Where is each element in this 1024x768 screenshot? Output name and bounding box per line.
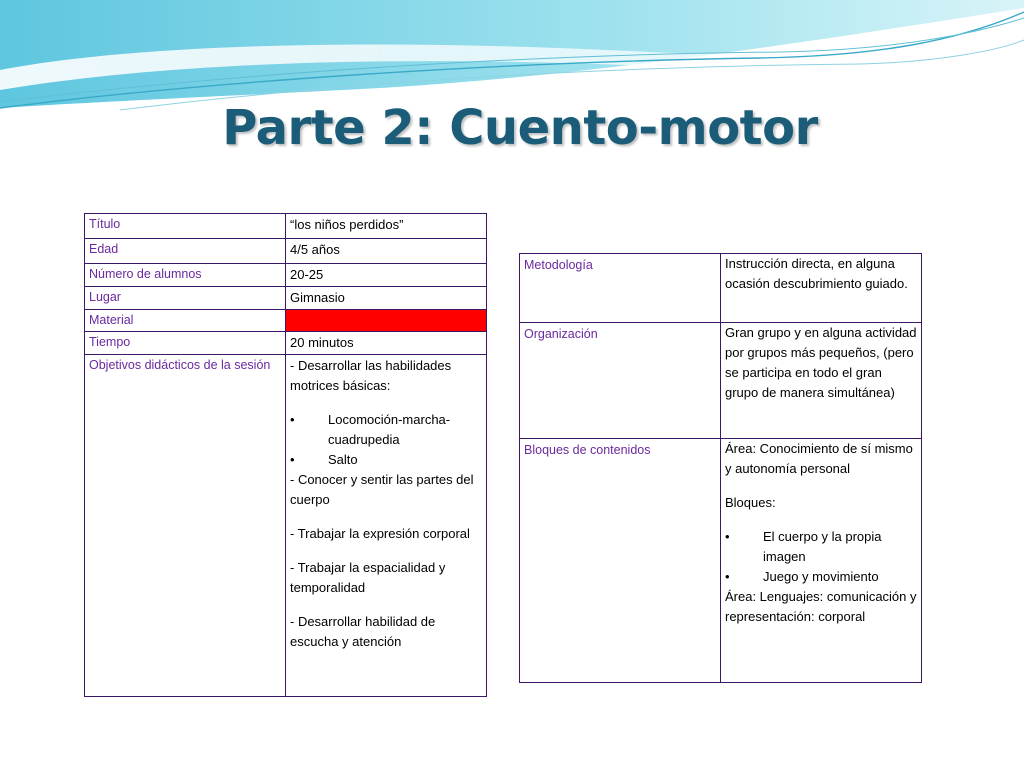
table-row	[520, 254, 922, 323]
lugar-value: Gimnasio	[286, 287, 487, 310]
material-value	[286, 310, 487, 332]
table-row	[85, 310, 487, 332]
table-row	[85, 332, 487, 355]
tiempo-label: Tiempo	[85, 332, 286, 355]
bloques-text: Bloques:	[725, 495, 776, 510]
edad-value: 4/5 años	[286, 239, 487, 264]
titulo-value: “los niños perdidos”	[286, 214, 487, 239]
table-row	[520, 439, 922, 683]
bloques-text: Área: Conocimiento de sí mismo y autonomía personal	[725, 441, 913, 476]
list-item-text: Locomoción-marcha-cuadrupedia	[328, 412, 451, 447]
edad-label: Edad	[85, 239, 286, 264]
objetivo-text: - Trabajar la espacialidad y temporalidad	[290, 560, 446, 595]
table-row	[85, 355, 487, 697]
metodologia-label: Metodología	[520, 254, 721, 323]
tiempo-value: 20 minutos	[286, 332, 487, 355]
table-row	[85, 239, 487, 264]
bullet-icon: •	[725, 569, 730, 584]
list-item-text: Juego y movimiento	[763, 569, 879, 584]
bloques-text: Área: Lenguajes: comunicación y representación: corporal	[725, 589, 917, 624]
bloques-label: Bloques de contenidos	[520, 439, 721, 683]
bullet-icon: •	[290, 412, 295, 427]
list-item	[290, 410, 482, 450]
list-item-text: El cuerpo y la propia imagen	[763, 529, 882, 564]
objetivo-text: - Desarrollar las habilidades motrices básicas:	[290, 358, 452, 393]
table-row	[85, 287, 487, 310]
session-info-table	[84, 213, 487, 697]
objetivo-text: - Trabajar la expresión corporal	[290, 526, 470, 541]
list-item	[725, 567, 917, 587]
list-item-text: Salto	[328, 452, 358, 467]
table-row	[85, 214, 487, 239]
metodologia-value: Instrucción directa, en alguna ocasión descubrimiento guiado.	[721, 254, 922, 323]
slide-title: Parte 2: Cuento-motor	[222, 100, 818, 156]
numero-label: Número de alumnos	[85, 264, 286, 287]
bullet-icon: •	[290, 452, 295, 467]
organizacion-label: Organización	[520, 323, 721, 439]
table-row	[85, 264, 487, 287]
objetivos-label: Objetivos didácticos de la sesión	[85, 355, 286, 697]
list-item	[290, 450, 482, 470]
titulo-label: Título	[85, 214, 286, 239]
methodology-table	[519, 253, 922, 683]
table-row	[520, 323, 922, 439]
bloques-bullet-list	[725, 527, 917, 587]
bullet-icon: •	[725, 529, 730, 544]
numero-value: 20-25	[286, 264, 487, 287]
lugar-label: Lugar	[85, 287, 286, 310]
bloques-value	[721, 439, 922, 683]
organizacion-value: Gran grupo y en alguna actividad por grupos más pequeños, (pero se participa en todo el gran grupo de manera simultánea)	[721, 323, 922, 439]
material-label: Material	[85, 310, 286, 332]
objetivo-text: - Desarrollar habilidad de escucha y atención	[290, 614, 436, 649]
list-item	[725, 527, 917, 567]
objetivo-bullet-list	[290, 410, 482, 470]
objetivos-value	[286, 355, 487, 697]
objetivo-text: - Conocer y sentir las partes del cuerpo	[290, 472, 474, 507]
